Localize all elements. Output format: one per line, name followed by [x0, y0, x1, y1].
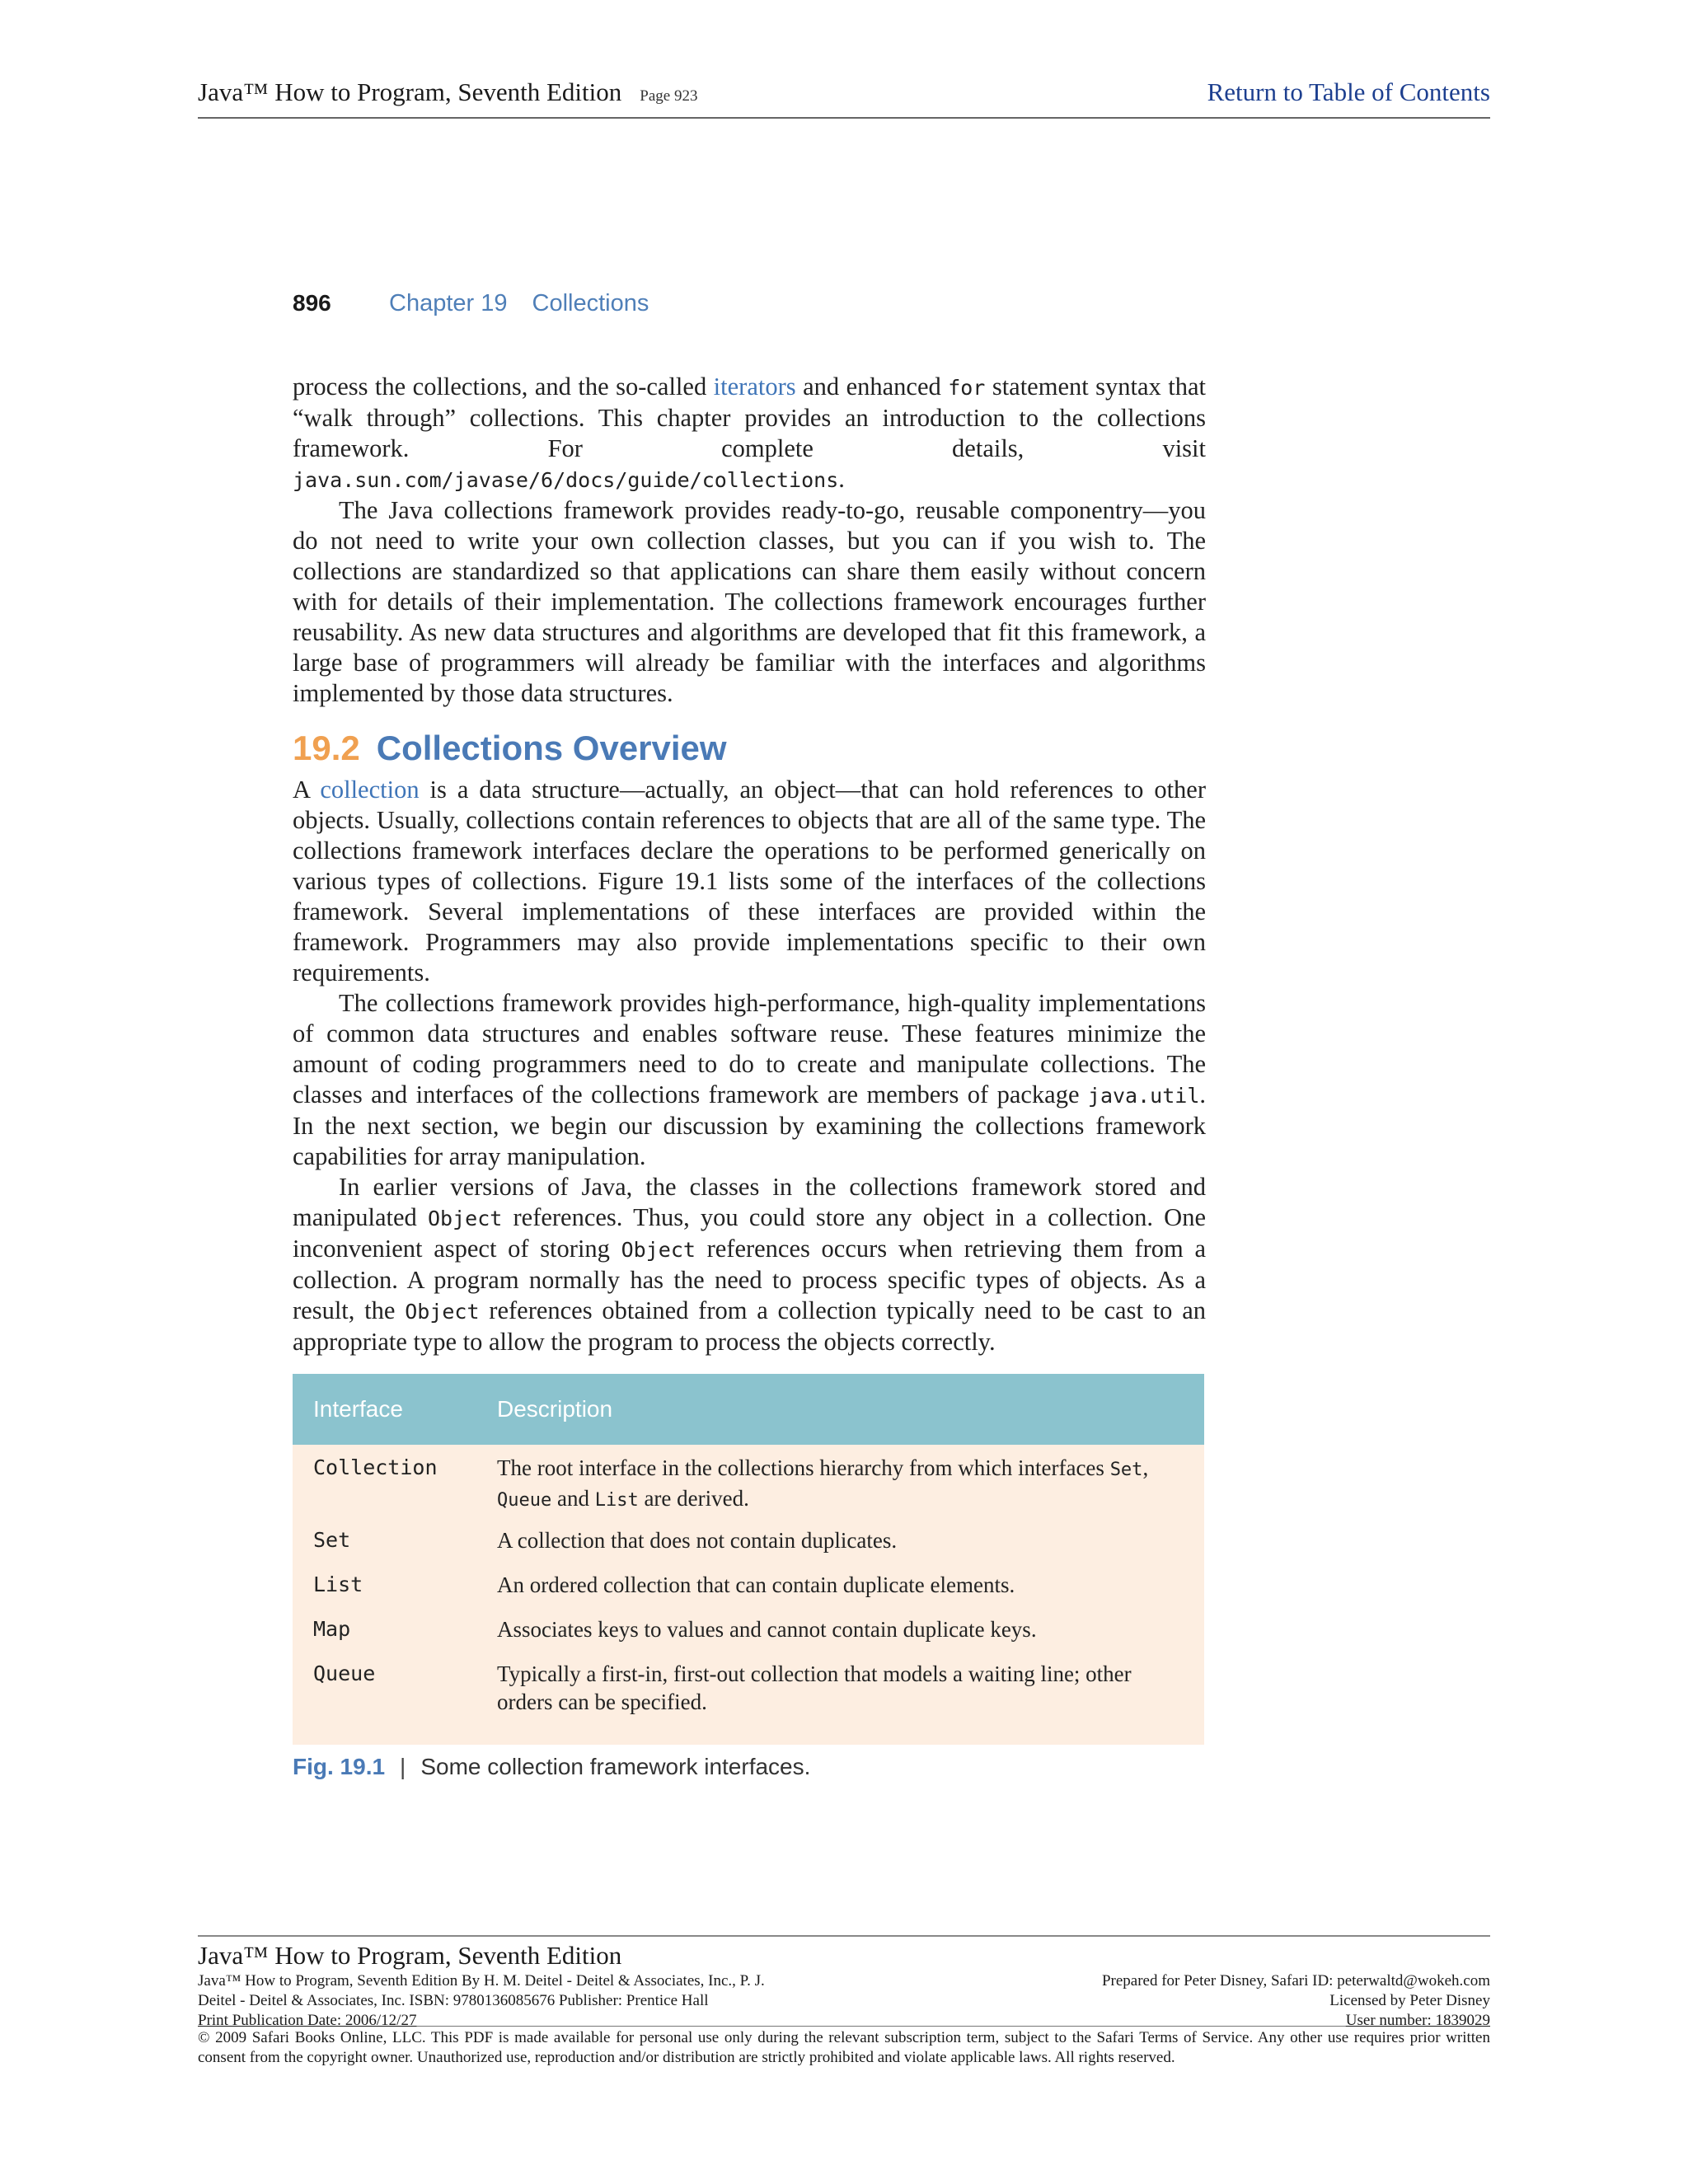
- interface-name: List: [313, 1572, 363, 1596]
- footer-copyright: © 2009 Safari Books Online, LLC. This PDF is made available for personal use only during the relevant subscription term, subject to the Safari Terms of Service. Any other use requires prior written consent from the copyright owner. Unauthorized use, reproduction and/or distribution are strictly prohibited and violate applicable laws. All rights reserved.: [198, 2026, 1490, 2068]
- footer-publication-info: [198, 1971, 940, 2031]
- footer-license-info: [1102, 1971, 1490, 2031]
- section-paragraph-1: A collection is a data structure—actually, an object—that can hold references to other objects. Usually, collections contain references to objects that are all of the same type. The collections framework interfaces declare the operations to be performed generically on various types of collections. Figure 19.1 lists some of the interfaces of the collections framework. Several implementations of these interfaces are provided within the framework. Programmers may also provide implementations specific to their own requirements.: [293, 776, 1207, 987]
- interface-description: The root interface in the collections hierarchy from which interfaces Set, Queue and List are derived.: [497, 1455, 1149, 1511]
- section-title: Collections Overview: [376, 729, 727, 767]
- footer-left-line: Java™ How to Program, Seventh Edition By H. M. Deitel - Deitel & Associates, Inc., P. J.: [198, 1972, 765, 1990]
- footer-right-line: Licensed by Peter Disney: [1329, 1992, 1490, 2009]
- code-for: for: [948, 376, 986, 400]
- section-heading: [293, 729, 727, 775]
- figure-caption-text: Some collection framework interfaces.: [420, 1754, 811, 1779]
- code-java-util: java.util: [1087, 1084, 1200, 1108]
- intro-text: [293, 372, 1206, 709]
- code-object: Object: [621, 1238, 696, 1262]
- keyword-collection: collection: [320, 776, 420, 804]
- footer-right-line: User number: 1839029: [1345, 2012, 1490, 2029]
- figure-number: Fig. 19.1: [293, 1754, 386, 1779]
- interface-description: A collection that does not contain duplicates.: [497, 1528, 898, 1553]
- interface-description: An ordered collection that can contain duplicate elements.: [497, 1572, 1015, 1597]
- figure-separator: |: [400, 1754, 406, 1779]
- chapter-label: [389, 290, 649, 317]
- interface-name: Collection: [313, 1455, 438, 1479]
- footer-info: [198, 1971, 1490, 2029]
- header-page-number: Page 923: [640, 87, 698, 105]
- section-number: 19.2: [293, 729, 360, 767]
- code-url: java.sun.com/javase/6/docs/guide/collections: [293, 468, 839, 492]
- interfaces-table: [293, 1374, 1204, 1745]
- section-paragraph-2: The collections framework provides high-performance, high-quality implementations of common data structures and enables software reuse. These features minimize the amount of coding programmers need to do to create and manipulate collections. The classes and interfaces of the collections framework are members of package java.util. In the next section, we begin our discussion by examining the collections framework capabilities for array manipulation.: [293, 989, 1206, 1170]
- book-page-header: [293, 288, 1207, 321]
- column-header-description: Description: [497, 1396, 613, 1422]
- intro-paragraph-2: The Java collections framework provides ready-to-go, reusable componentry—you do not need to write your own collection classes, but you can if you wish to. The collections are standardized so that applications can share them easily without concern with for details of their implementation. The collections framework encourages further reusability. As new data structures and algorithms are developed that fit this framework, a large base of programmers will already be familiar with the interfaces and algorithms implemented by those data structures.: [293, 496, 1206, 707]
- interface-description: Typically a first-in, first-out collection that models a waiting line; other orders can be specified.: [497, 1661, 1132, 1714]
- footer-left-line: Deitel - Deitel & Associates, Inc. ISBN: 9780136085676 Publisher: Prentice Hall: [198, 1992, 709, 2009]
- header-book-title: [198, 77, 697, 107]
- footer-left-line: Print Publication Date: 2006/12/27: [198, 2012, 417, 2029]
- section-body: [293, 775, 1206, 1357]
- intro-paragraph-1: process the collections, and the so-called iterators and enhanced for statement syntax that “walk through” collections. This chapter provides an introduction to the collections framework. For complete details, visit java.sun.com/javase/6/docs/guide/collections.: [293, 373, 1207, 493]
- interface-description: Associates keys to values and cannot contain duplicate keys.: [497, 1617, 1037, 1642]
- interface-name: Queue: [313, 1661, 376, 1685]
- table-header: [293, 1374, 1204, 1445]
- keyword-iterators: iterators: [713, 373, 796, 401]
- figure-caption: [293, 1754, 810, 1780]
- interface-name: Map: [313, 1617, 351, 1641]
- column-header-interface: Interface: [313, 1396, 403, 1422]
- safari-header: [198, 76, 1490, 119]
- chapter-number: Chapter 19: [389, 290, 508, 316]
- chapter-title: Collections: [532, 290, 649, 316]
- return-to-toc-link[interactable]: Return to Table of Contents: [1207, 77, 1490, 106]
- footer-book-title: Java™ How to Program, Seventh Edition: [198, 1941, 622, 1970]
- code-object: Object: [427, 1207, 503, 1230]
- interface-name: Set: [313, 1528, 351, 1552]
- book-page-number: 896: [293, 290, 331, 316]
- section-paragraph-3: In earlier versions of Java, the classes in the collections framework stored and manipulated Object references. Thus, you could store any object in a collection. One inconvenient aspect of storing Object references occurs when retrieving them from a collection. A program normally has the need to process specific types of objects. As a result, the Object references obtained from a collection typically need to be cast to an appropriate type to allow the program to process the objects correctly.: [293, 1173, 1207, 1356]
- safari-footer: [198, 1935, 1490, 2068]
- footer-right-line: Prepared for Peter Disney, Safari ID: peterwaltd@wokeh.com: [1101, 1972, 1490, 1990]
- header-title-text: Java™ How to Program, Seventh Edition: [198, 77, 622, 106]
- code-object: Object: [405, 1300, 480, 1324]
